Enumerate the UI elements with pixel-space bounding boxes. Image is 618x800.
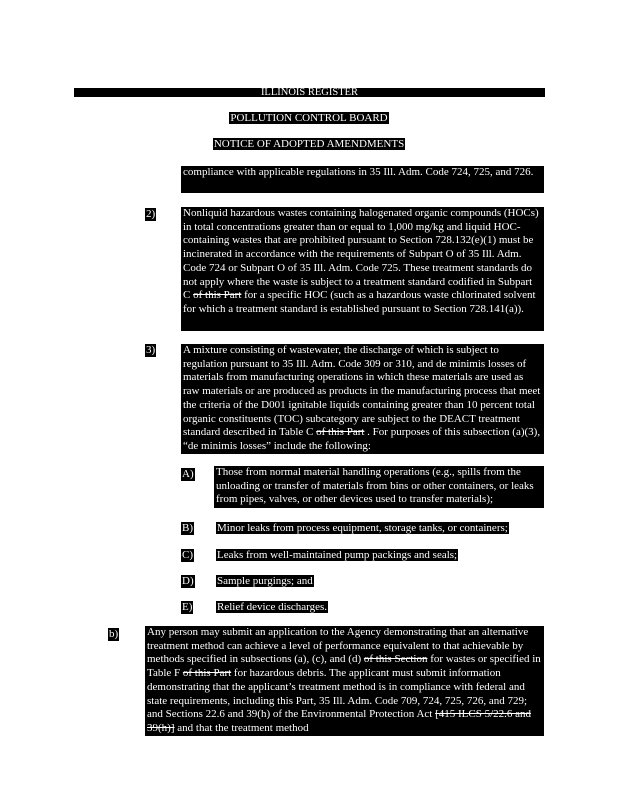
register-title: ILLINOIS REGISTER — [260, 87, 359, 98]
board-heading — [0, 112, 618, 125]
continued-paragraph — [181, 166, 544, 193]
subitem-b-label: B) — [182, 522, 193, 534]
subitem-d-label: D) — [182, 575, 194, 587]
item-2-label: 2) — [146, 208, 156, 220]
item-3-paragraph: A mixture consisting of wastewater, the discharge of which is subject to regulation pursuant to 35 Ill. Adm. Code 309 or 310, and de minimis losses of materials from manufacturing operations in which these materials are used as raw materials or are produced as products in the manufacturing process that meet the criteria of the D001 ignitable liquids containing greater than 10 percent total organic constituents (TOC) subcategory are subject to the DEACT treatment standard described in Table C of this Part . For purposes of this subsection (a)(3), “de minimis losses” include the following: — [181, 344, 544, 454]
item-b-label: b) — [109, 628, 119, 640]
notice-heading — [0, 138, 618, 151]
strikethrough-text: of this Section — [363, 653, 428, 666]
strikethrough-text: [415 ILCS 5/22.6 and 39(h)] — [147, 708, 532, 734]
subitem-d-text: Sample purgings; and — [217, 575, 313, 587]
subitem-e-text: Relief device discharges. — [217, 601, 328, 613]
continued-text: compliance with applicable regulations in 35 Ill. Adm. Code 724, 725, and 726. — [183, 166, 534, 178]
item-3-label: 3) — [146, 344, 156, 356]
notice-title: NOTICE OF ADOPTED AMENDMENTS — [213, 138, 405, 150]
subitem-b-text: Minor leaks from process equipment, storage tanks, or containers; — [217, 522, 508, 534]
register-header-bar — [74, 88, 545, 97]
subitem-e-label: E) — [182, 601, 193, 613]
strikethrough-text: of this Part — [193, 289, 242, 302]
subitem-a-label: A) — [182, 468, 194, 480]
subitem-c-label: C) — [182, 549, 193, 561]
subitem-a-text: Those from normal material handling operations (e.g., spills from the unloading or transfer of materials from bins or other containers, or leaks from pipes, valves, or other devices used to transfer materials); — [214, 466, 544, 508]
board-title: POLLUTION CONTROL BOARD — [230, 112, 388, 124]
item-2-paragraph: Nonliquid hazardous wastes containing halogenated organic compounds (HOCs) in total concentrations greater than or equal to 1,000 mg/kg and liquid HOC-containing wastes that are prohibited pursuant to Section 728.132(e)(1) must be incinerated in accordance with the requirements of Subpart O of 35 Ill. Adm. Code 724 or Subpart O of 35 Ill. Adm. Code 725. These treatment standards do not apply where the waste is subject to a treatment standard codified in Subpart C of this Part for a specific HOC (such as a hazardous waste chlorinated solvent for which a treatment standard is established pursuant to Section 728.141(a)). — [181, 207, 544, 331]
item-b-paragraph: Any person may submit an application to the Agency demonstrating that an alternative treatment method can achieve a level of performance equivalent to that achievable by methods specified in subsections (a), (c), and (d) of this Section for wastes or specified in Table F of this Part for hazardous debris. The applicant must submit information demonstrating that the applicant’s treatment method is in compliance with federal and state requirements, including this Part, 35 Ill. Adm. Code 709, 724, 725, 726, and 729; and Sections 22.6 and 39(h) of the Environmental Protection Act [415 ILCS 5/22.6 and 39(h)] and that the treatment method — [145, 626, 544, 736]
strikethrough-text: of this Part — [182, 667, 232, 680]
subitem-c-text: Leaks from well-maintained pump packings and seals; — [217, 549, 458, 561]
strikethrough-text: of this Part — [316, 426, 365, 439]
